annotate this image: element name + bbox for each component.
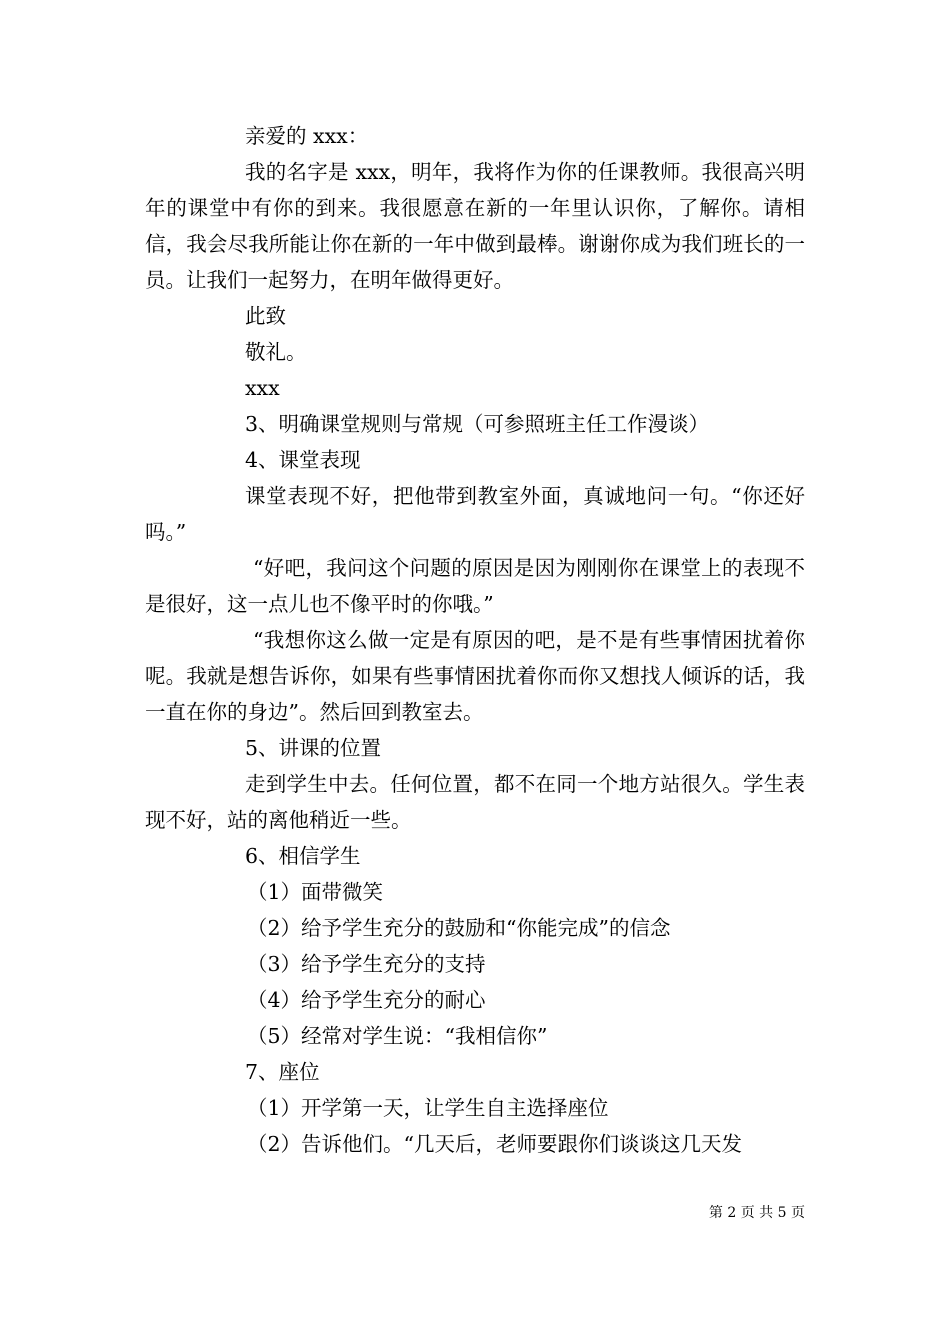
section-5-paragraph-1: 走到学生中去。任何位置，都不在同一个地方站很久。学生表现不好，站的离他稍近一些。: [145, 772, 805, 832]
letter-body: 我的名字是 xxx，明年，我将作为你的任课教师。我很高兴明年的课堂中有你的到来。我很愿意在新的一年里认识你，了解你。请相信，我会尽我所能让你在新的一年中做到最棒。谢谢你成为我们班长的一员。让我们一起努力，在明年做得更好。: [145, 160, 805, 292]
letter-closing-2: 敬礼。: [245, 340, 307, 364]
document-body: [145, 118, 805, 1162]
section-6-item-4: （4）给予学生充分的耐心: [247, 988, 486, 1012]
section-6-item-2: （2）给予学生充分的鼓励和“你能完成”的信念: [247, 916, 671, 940]
section-7-heading: 7、座位: [245, 1060, 320, 1084]
letter-closing-1: 此致: [245, 304, 286, 328]
section-6-heading: 6、相信学生: [245, 844, 361, 868]
section-3-heading: 3、明确课堂规则与常规（可参照班主任工作漫谈）: [245, 412, 710, 436]
section-5-heading: 5、讲课的位置: [245, 736, 382, 760]
section-4-paragraph-1: 课堂表现不好，把他带到教室外面，真诚地问一句。“你还好吗。”: [145, 484, 805, 544]
letter-signature: xxx: [245, 376, 280, 400]
page-number-footer: 第 2 页 共 5 页: [708, 1205, 805, 1221]
section-4-paragraph-3: “我想你这么做一定是有原因的吧，是不是有些事情困扰着你呢。我就是想告诉你，如果有些事情困扰着你而你又想找人倾诉的话，我一直在你的身边”。然后回到教室去。: [145, 628, 805, 724]
section-6-item-1: （1）面带微笑: [247, 880, 384, 904]
section-7-item-1: （1）开学第一天，让学生自主选择座位: [247, 1096, 609, 1120]
section-7-item-2: （2）告诉他们。“几天后，老师要跟你们谈谈这几天发: [247, 1132, 743, 1156]
section-6-item-5: （5）经常对学生说：“我相信你”: [247, 1024, 548, 1048]
section-6-item-3: （3）给予学生充分的支持: [247, 952, 486, 976]
section-4-paragraph-2: “好吧，我问这个问题的原因是因为刚刚你在课堂上的表现不是很好，这一点儿也不像平时的你哦。”: [145, 556, 805, 616]
letter-salutation: 亲爱的 xxx：: [245, 124, 369, 148]
section-4-heading: 4、课堂表现: [245, 448, 361, 472]
